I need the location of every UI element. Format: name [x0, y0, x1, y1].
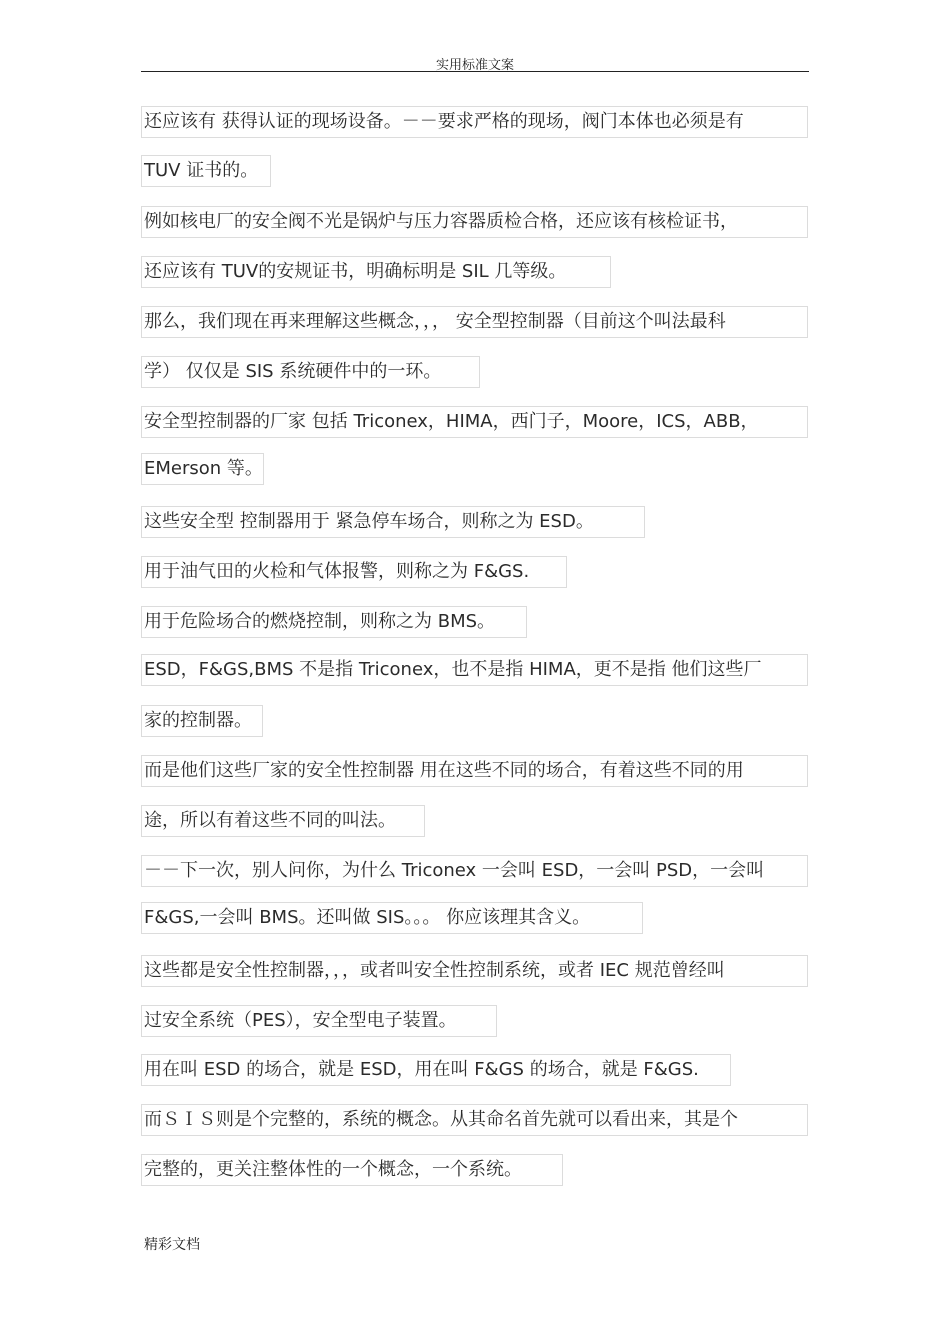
- text-line: 还应该有 TUV的安规证书，明确标明是 SIL 几等级。: [144, 261, 567, 282]
- header-title: 实用标准文案: [435, 58, 514, 73]
- text-line: F&GS,一会叫 BMS。还叫做 SIS。。。 你应该理其含义。: [144, 907, 591, 928]
- text-line: －－下一次，别人问你，为什么 Triconex 一会叫 ESD，一会叫 PSD，一会叫: [144, 860, 765, 881]
- text-line: 安全型控制器的厂家 包括 Triconex，HIMA，西门子，Moore，ICS，ABB，: [144, 411, 759, 432]
- text-line: 完整的，更关注整体性的一个概念，一个系统。: [144, 1159, 522, 1180]
- text-line: ESD，F&GS,BMS 不是指 Triconex，也不是指 HIMA，更不是指 他们这些厂: [144, 659, 762, 680]
- text-line: 用在叫 ESD 的场合，就是 ESD，用在叫 F&GS 的场合，就是 F&GS.: [144, 1059, 699, 1080]
- text-line: 那么，我们现在再来理解这些概念，，， 安全型控制器（目前这个叫法最科: [144, 311, 726, 332]
- text-line: 过安全系统（PES），安全型电子装置。: [144, 1010, 457, 1031]
- text-line: 这些安全型 控制器用于 紧急停车场合，则称之为 ESD。: [144, 511, 594, 532]
- text-line: EMerson 等。: [144, 458, 263, 479]
- text-line: 学） 仅仅是 SIS 系统硬件中的一环。: [144, 361, 442, 382]
- text-line: 这些都是安全性控制器，，，或者叫安全性控制系统，或者 IEC 规范曾经叫: [144, 960, 725, 981]
- text-line: 而ＳＩＳ则是个完整的，系统的概念。从其命名首先就可以看出来，其是个: [144, 1109, 738, 1130]
- text-line: 用于油气田的火检和气体报警，则称之为 F&GS.: [144, 561, 530, 582]
- header-rule: [141, 71, 809, 72]
- page-footer: 精彩文档: [144, 1237, 200, 1253]
- text-line: TUV 证书的。: [144, 160, 259, 181]
- text-line: 途，所以有着这些不同的叫法。: [144, 810, 396, 831]
- text-line: 用于危险场合的燃烧控制，则称之为 BMS。: [144, 611, 496, 632]
- text-line: 而是他们这些厂家的安全性控制器 用在这些不同的场合，有着这些不同的用: [144, 760, 744, 781]
- text-line: 例如核电厂的安全阀不光是锅炉与压力容器质检合格，还应该有核检证书，: [144, 211, 738, 232]
- text-line: 家的控制器。: [144, 710, 252, 731]
- text-line: 还应该有 获得认证的现场设备。－－要求严格的现场，阀门本体也必须是有: [144, 111, 744, 132]
